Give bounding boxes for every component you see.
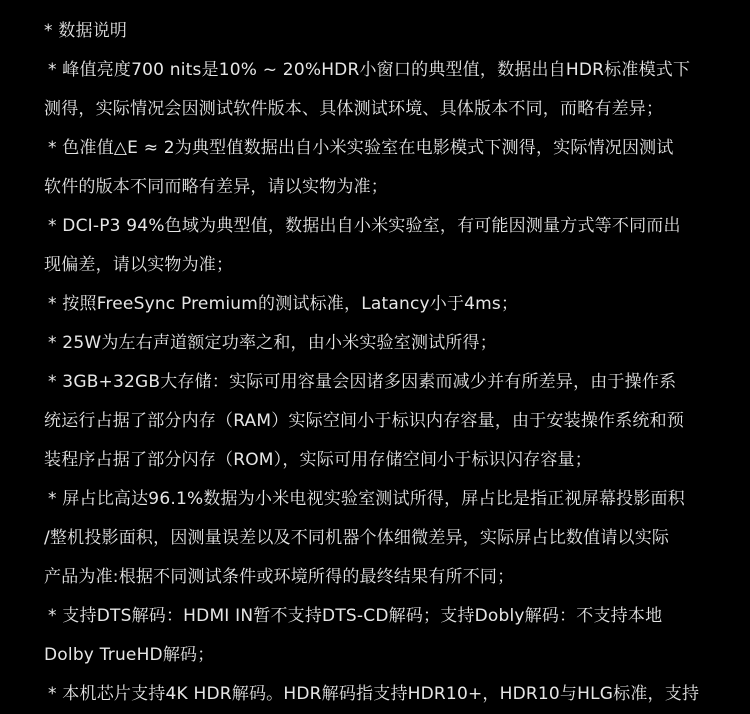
note-line: * 屏占比高达96.1%数据为小米电视实验室测试所得，屏占比是指正视屏幕投影面积 bbox=[48, 489, 685, 509]
note-peak-brightness bbox=[44, 51, 710, 129]
note-line: * 3GB+32GB大存储：实际可用容量会因诸多因素而减少并有所差异，由于操作系 bbox=[48, 372, 677, 392]
note-line: * 按照FreeSync Premium的测试标准，Latancy小于4ms； bbox=[48, 294, 519, 314]
note-line: 现偏差，请以实物为准； bbox=[44, 255, 234, 275]
note-storage bbox=[44, 363, 710, 480]
note-audio-power bbox=[44, 324, 710, 363]
note-line: * 25W为左右声道额定功率之和，由小米实验室测试所得； bbox=[48, 333, 497, 353]
note-color-accuracy bbox=[44, 129, 710, 207]
note-line: * 本机芯片支持4K HDR解码。HDR解码指支持HDR10+，HDR10与HLG标准，支持 bbox=[48, 684, 700, 704]
note-freesync bbox=[44, 285, 710, 324]
note-line: 测得，实际情况会因测试软件版本、具体测试环境、具体版本不同，而略有差异； bbox=[44, 99, 664, 119]
note-line: 产品为准:根据不同测试条件或环境所得的最终结果有所不同； bbox=[44, 567, 515, 587]
note-line: * 峰值亮度700 nits是10% ~ 20%HDR小窗口的典型值，数据出自HDR标准模式下 bbox=[48, 60, 691, 80]
note-hdr-decoding bbox=[44, 675, 710, 714]
note-line: 装程序占据了部分闪存（ROM），实际可用存储空间小于标识闪存容量； bbox=[44, 450, 592, 470]
note-screen-ratio bbox=[44, 480, 710, 597]
note-color-gamut bbox=[44, 207, 710, 285]
note-line: /整机投影面积，因测量误差以及不同机器个体细微差异，实际屏占比数值请以实际 bbox=[44, 528, 670, 548]
note-line: 统运行占据了部分内存（RAM）实际空间小于标识内存容量，由于安装操作系统和预 bbox=[44, 411, 685, 431]
notes-title: * 数据说明 bbox=[44, 21, 128, 41]
note-line: 软件的版本不同而略有差异，请以实物为准； bbox=[44, 177, 388, 197]
note-line: * 色准值△E ≈ 2为典型值数据出自小米实验室在电影模式下测得，实际情况因测试 bbox=[48, 138, 674, 158]
note-audio-decoding bbox=[44, 597, 710, 675]
note-line: * 支持DTS解码：HDMI IN暂不支持DTS-CD解码；支持Dobly解码：不支持本地 bbox=[48, 606, 663, 626]
note-line: Dolby TrueHD解码； bbox=[44, 645, 215, 665]
notes-document bbox=[44, 12, 710, 714]
notes-list bbox=[44, 51, 710, 714]
note-line: * DCI-P3 94%色域为典型值，数据出自小米实验室，有可能因测量方式等不同而出 bbox=[48, 216, 681, 236]
